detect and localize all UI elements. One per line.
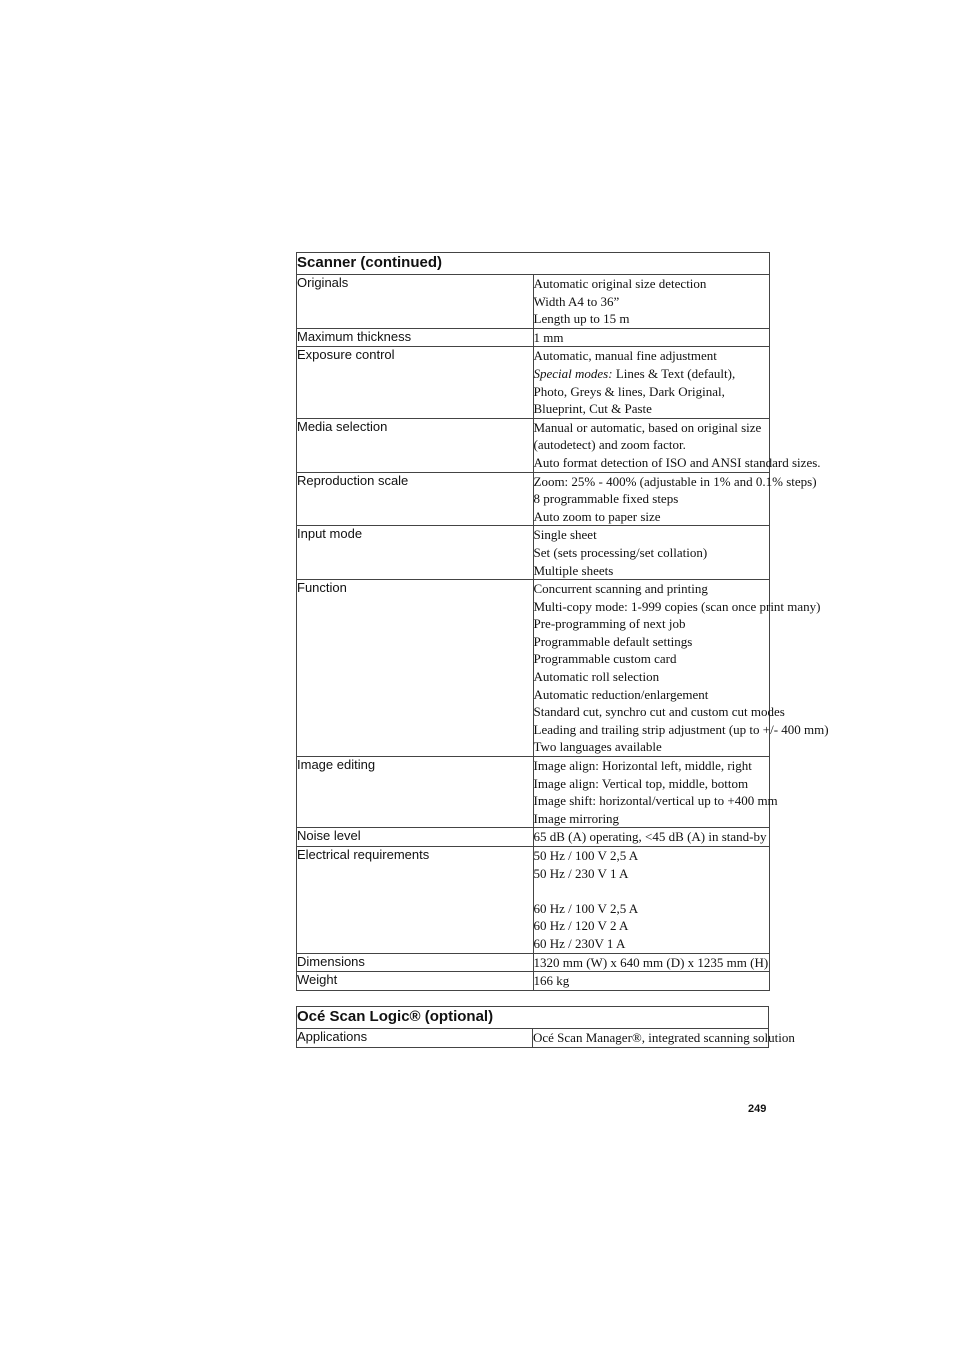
table-row: [297, 757, 770, 828]
value-line: 60 Hz / 100 V 2,5 A: [533, 900, 639, 916]
value-line: Auto format detection of ISO and ANSI standard sizes.: [533, 454, 821, 470]
value-line: Programmable default settings: [533, 633, 693, 649]
value-line: Automatic, manual fine adjustment: [533, 348, 717, 364]
value-line: Set (sets processing/set collation): [533, 544, 708, 560]
value-line: Single sheet: [533, 527, 597, 543]
value-line: 8 programmable fixed steps: [533, 491, 679, 507]
row-value: [533, 828, 770, 847]
value-line: Programmable custom card: [533, 651, 677, 667]
value-line: Manual or automatic, based on original size (autodetect) and zoom factor.: [533, 419, 762, 453]
value-line: Width A4 to 36”: [533, 293, 620, 309]
row-label: Input mode: [297, 526, 534, 580]
row-value: [533, 1029, 795, 1048]
scanner-spec-table: [296, 252, 829, 991]
table-row: [297, 472, 770, 526]
value-line: Pre-programming of next job: [533, 616, 686, 632]
row-value: [533, 953, 770, 972]
value-line: 166 kg: [533, 973, 570, 989]
value-line: Image mirroring: [533, 810, 620, 826]
table-row: [297, 953, 770, 972]
row-label: Reproduction scale: [297, 472, 534, 526]
row-value: [533, 847, 770, 954]
page-number: 249: [748, 1103, 767, 1115]
row-label: Electrical requirements: [297, 847, 534, 954]
scanner-table-title: Scanner (continued): [297, 253, 770, 275]
row-value: [533, 757, 778, 828]
table-row: [297, 580, 770, 757]
table-row: [297, 275, 770, 329]
value-line: Automatic original size detection: [533, 276, 707, 291]
value-line: Concurrent scanning and printing: [533, 581, 708, 597]
table-row: [297, 526, 770, 580]
value-line: 60 Hz / 120 V 2 A: [533, 918, 629, 934]
scan-logic-spec-table: [296, 1006, 795, 1048]
value-line: 50 Hz / 230 V 1 A: [533, 865, 629, 881]
value-line: Two languages available: [533, 739, 662, 755]
table-row: [297, 328, 770, 347]
value-line: Multi-copy mode: 1-999 copies (scan once print many): [533, 598, 821, 614]
row-value: [533, 275, 770, 329]
row-label: Applications: [297, 1029, 533, 1048]
scan-logic-table-title: Océ Scan Logic® (optional): [297, 1007, 769, 1029]
value-line: Multiple sheets: [533, 562, 614, 578]
value-line: Automatic reduction/enlargement: [533, 686, 709, 702]
table-row: [297, 418, 770, 472]
row-label: Function: [297, 580, 534, 757]
value-line: Image align: Horizontal left, middle, right: [533, 758, 752, 774]
value-line: 50 Hz / 100 V 2,5 A: [533, 848, 639, 863]
row-label: Exposure control: [297, 347, 534, 418]
value-line: Standard cut, synchro cut and custom cut modes: [533, 704, 785, 720]
row-label: Dimensions: [297, 953, 534, 972]
row-label: Originals: [297, 275, 534, 329]
value-line: 1320 mm (W) x 640 mm (D) x 1235 mm (H): [533, 954, 769, 970]
row-label: Media selection: [297, 418, 534, 472]
row-label: Image editing: [297, 757, 534, 828]
value-line: 1 mm: [533, 329, 564, 345]
value-line: 60 Hz / 230V 1 A: [533, 935, 626, 951]
row-value: [533, 347, 770, 418]
table-row: [297, 972, 770, 991]
value-line: [534, 882, 770, 900]
value-line: Image align: Vertical top, middle, bottom: [533, 775, 749, 791]
row-value: [533, 418, 821, 472]
value-line: Zoom: 25% - 400% (adjustable in 1% and 0.1% steps): [533, 473, 817, 489]
row-value: [533, 526, 770, 580]
row-value: [533, 580, 829, 757]
special-modes-line: [534, 365, 770, 418]
value-line: Leading and trailing strip adjustment (up to +/- 400 mm): [533, 721, 829, 737]
special-modes-label: Special modes:: [533, 365, 613, 381]
row-label: Weight: [297, 972, 534, 991]
value-line: 65 dB (A) operating, <45 dB (A) in stand-by: [533, 829, 767, 845]
table-row: [297, 828, 770, 847]
special-modes-text: Lines & Text (default), Photo, Greys & lines, Dark Original, Blueprint, Cut & Paste: [533, 365, 736, 417]
value-line: Auto zoom to paper size: [533, 508, 661, 524]
row-value: [533, 328, 770, 347]
value-line: Océ Scan Manager®, integrated scanning solution: [533, 1030, 795, 1045]
value-line: Automatic roll selection: [533, 669, 660, 685]
row-label: Maximum thickness: [297, 328, 534, 347]
row-value: [533, 472, 817, 526]
table-row: [297, 847, 770, 954]
row-label: Noise level: [297, 828, 534, 847]
table-row: [297, 1029, 769, 1048]
row-value: [533, 972, 770, 991]
value-line: Length up to 15 m: [533, 311, 630, 327]
value-line: Image shift: horizontal/vertical up to +400 mm: [533, 793, 778, 809]
table-row: [297, 347, 770, 418]
